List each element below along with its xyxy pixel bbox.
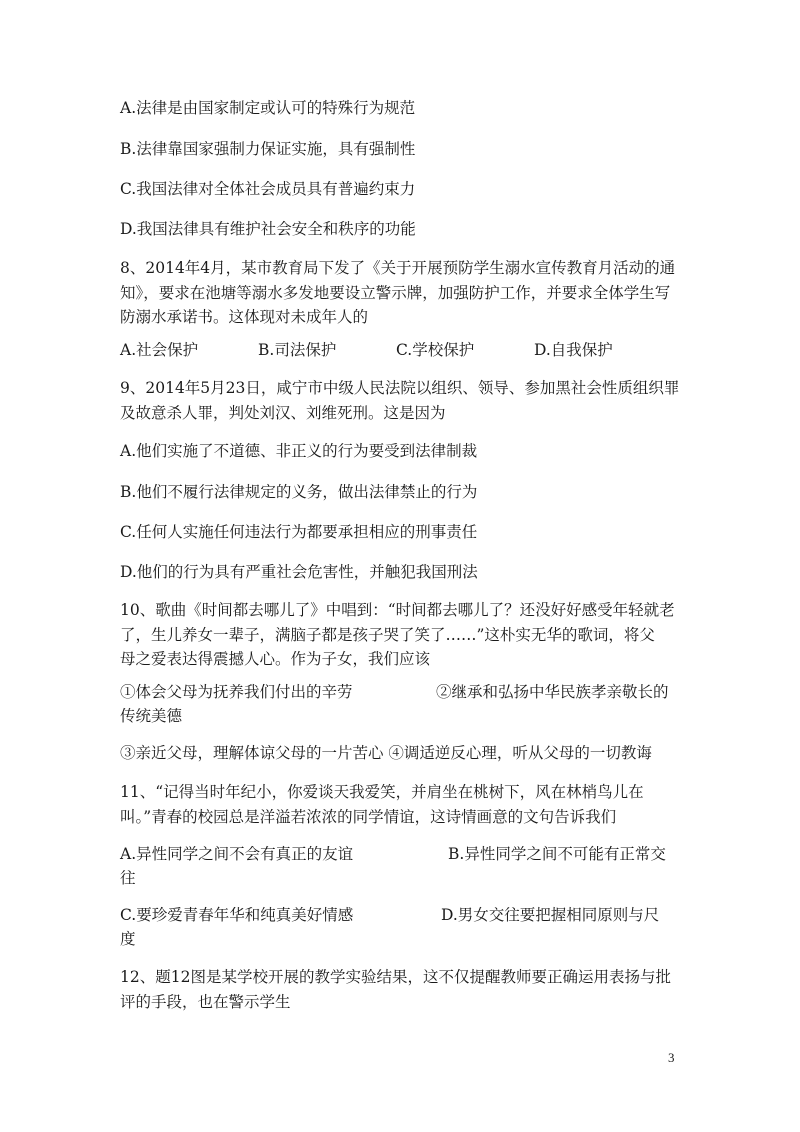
q9-option-d: D.他们的行为具有严重社会危害性，并触犯我国刑法 xyxy=(120,563,478,581)
q7-option-c: C.我国法律对全体社会成员具有普遍约束力 xyxy=(120,180,416,198)
q11-option-d: D.男女交往要把握相同原则与尺 xyxy=(441,906,660,924)
q7-option-b: B.法律靠国家强制力保证实施，具有强制性 xyxy=(120,140,416,158)
q8-option-a: A.社会保护 xyxy=(120,341,199,359)
q11-stem-line-2: 叫。”青春的校园总是洋溢若浓浓的同学情谊，这诗情画意的文句告诉我们 xyxy=(120,808,617,826)
q8-option-d: D.自我保护 xyxy=(534,341,613,359)
q10-stem-line-2: 了，生儿养女一辈子，满脑子都是孩子哭了笑了……”这朴实无华的歌词，将父 xyxy=(120,626,655,644)
q9-option-b: B.他们不履行法律规定的义务，做出法律禁止的行为 xyxy=(120,483,478,501)
q10-items-3-4: ③亲近父母，理解体谅父母的一片苦心 ④调适逆反心理，听从父母的一切教诲 xyxy=(120,744,652,762)
q11-option-d-cont: 度 xyxy=(120,930,136,948)
q11-option-a: A.异性同学之间不会有真正的友谊 xyxy=(120,845,354,863)
q11-option-c: C.要珍爱青春年华和纯真美好情感 xyxy=(120,906,354,924)
q9-option-c: C.任何人实施任何违法行为都要承担相应的刑事责任 xyxy=(120,523,478,541)
q7-option-d: D.我国法律具有维护社会安全和秩序的功能 xyxy=(120,220,416,238)
q12-stem-line-1: 12、题12图是某学校开展的教学实验结果，这不仅提醒教师要正确运用表扬与批 xyxy=(120,968,671,986)
q10-item-2: ②继承和弘扬中华民族孝亲敬长的 xyxy=(436,683,669,701)
q12-stem-line-2: 评的手段，也在警示学生 xyxy=(120,993,291,1011)
q11-option-b-cont: 往 xyxy=(120,869,136,887)
q8-option-c: C.学校保护 xyxy=(396,341,475,359)
q11-stem-line-1: 11、“记得当时年纪小，你爱谈天我爱笑，并肩坐在桃树下，风在林梢鸟儿在 xyxy=(120,783,644,801)
q10-stem-line-1: 10、歌曲《时间都去哪儿了》中唱到：“时间都去哪儿了？还没好好感受年轻就老 xyxy=(120,601,675,619)
q11-option-b: B.异性同学之间不可能有正常交 xyxy=(448,845,666,863)
page-number: 3 xyxy=(668,1050,675,1065)
q10-item-1: ①体会父母为抚养我们付出的辛劳 xyxy=(120,683,353,701)
q9-stem-line-1: 9、2014年5月23日，咸宁市中级人民法院以组织、领导、参加黑社会性质组织罪 xyxy=(120,379,680,397)
q8-stem-line-2: 知》，要求在池塘等溺水多发地要设立警示牌，加强防护工作，并要求全体学生写 xyxy=(120,284,671,302)
q8-stem-line-1: 8、2014年4月，某市教育局下发了《关于开展预防学生溺水宣传教育月活动的通 xyxy=(120,259,676,277)
q8-option-b: B.司法保护 xyxy=(258,341,337,359)
q7-option-a: A.法律是由国家制定或认可的特殊行为规范 xyxy=(120,99,416,117)
q9-option-a: A.他们实施了不道德、非正义的行为要受到法律制裁 xyxy=(120,442,478,460)
q8-stem-line-3: 防溺水承诺书。这体现对未成年人的 xyxy=(120,308,369,326)
q9-stem-line-2: 及故意杀人罪，判处刘汉、刘维死刑。这是因为 xyxy=(120,404,446,422)
q10-item-2-cont: 传统美德 xyxy=(120,707,183,725)
q10-stem-line-3: 母之爱表达得震撼人心。作为子女，我们应该 xyxy=(120,650,431,668)
